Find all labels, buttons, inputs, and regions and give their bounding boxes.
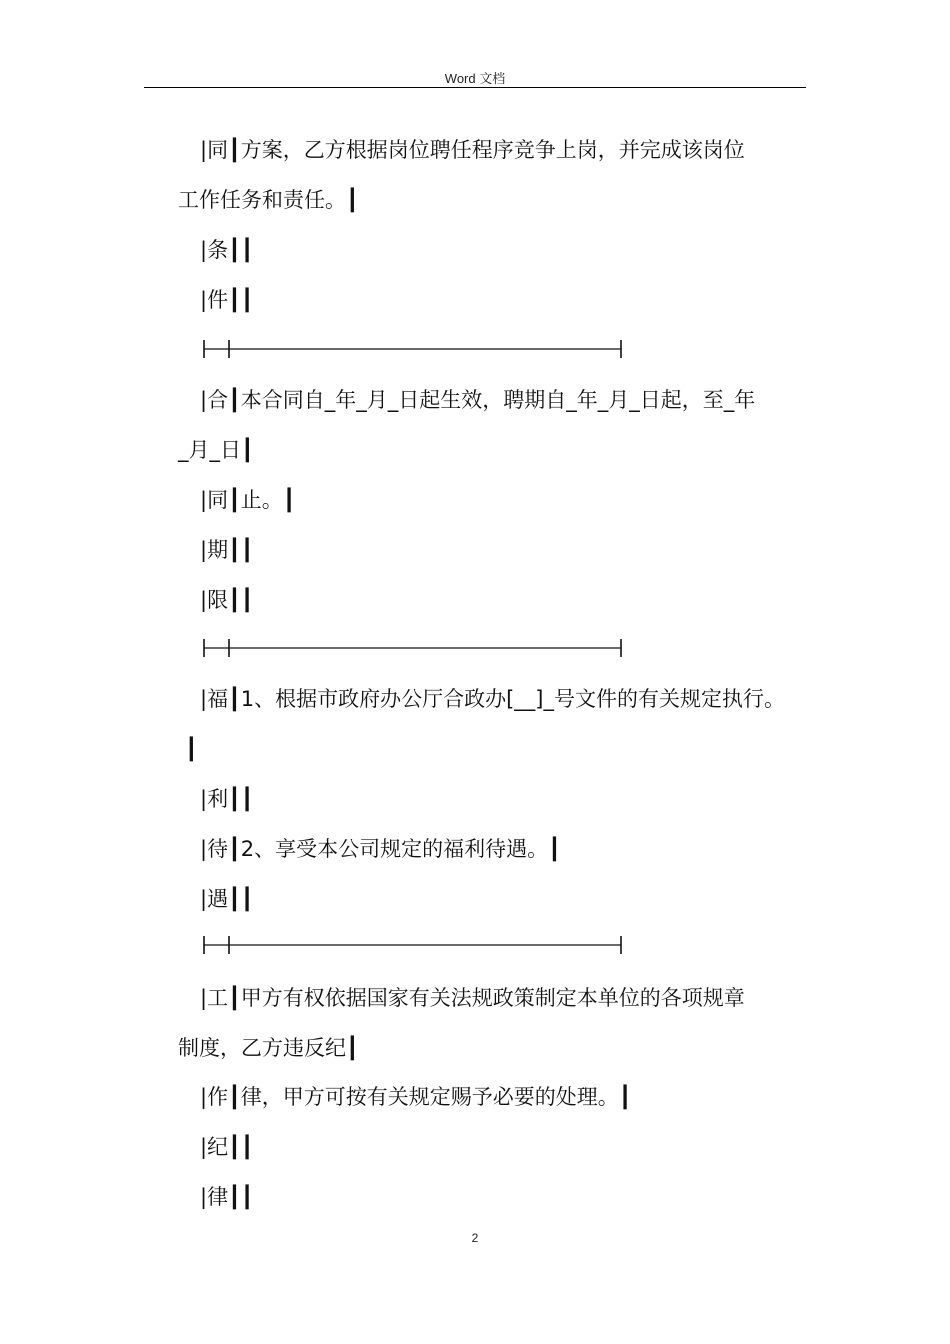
text-line: |条┃┃ [200,238,254,262]
text-line: 工作任务和责任。┃ [178,188,359,212]
text-line: |期┃┃ [200,538,254,562]
text-line: |待┃2、享受本公司规定的福利待遇。┃ [200,837,561,861]
text-line: |纪┃┃ [200,1135,254,1159]
page-number: 2 [471,1231,479,1245]
text-line: |律┃┃ [200,1185,254,1209]
text-line: |作┃律，甲方可按有关规定赐予必要的处理。┃ [200,1085,632,1109]
header-rule [144,87,806,88]
text-line: _月_日┃ [178,438,254,462]
table-divider [203,338,623,360]
text-line: |工┃甲方有权依据国家有关法规政策制定本单位的各项规章 [200,986,745,1010]
table-divider [203,934,623,956]
page-header: Word 文档 [444,71,506,86]
text-line: |福┃1、根据市政府办公厅合政办[__]_号文件的有关规定执行。 [200,687,785,711]
text-line: 制度，乙方违反纪┃ [178,1036,359,1060]
text-line: |利┃┃ [200,787,254,811]
text-line: |合┃本合同自_年_月_日起生效，聘期自_年_月_日起，至_年 [200,388,756,412]
text-line: ┃ [185,737,198,761]
text-line: |遇┃┃ [200,887,254,911]
text-line: |限┃┃ [200,588,254,612]
text-line: |件┃┃ [200,288,254,312]
text-line: |同┃止。┃ [200,488,296,512]
text-line: |同┃方案，乙方根据岗位聘任程序竞争上岗，并完成该岗位 [200,138,745,162]
table-divider [203,637,623,659]
